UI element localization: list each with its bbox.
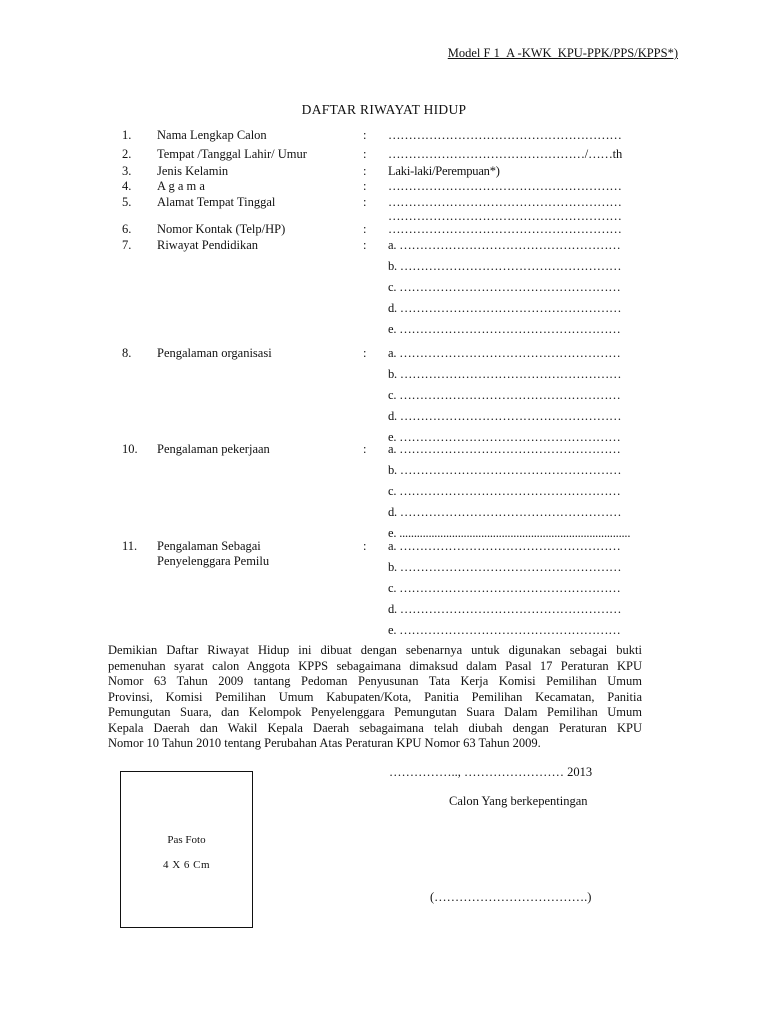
field-value-line: d. ……………………………………………… [388,602,622,616]
field-value-line: a. ……………………………………………… [388,238,621,252]
field-colon: : [363,539,367,553]
field-number: 1. [122,128,132,142]
field-value-line: b. ……………………………………………… [388,560,622,574]
field-value-line: ………………………………………………… [388,128,622,142]
field-value-line: a. ……………………………………………… [388,539,621,553]
field-value-line: c. ……………………………………………… [388,388,621,402]
field-value-line: e. ............................................................................... [388,526,631,540]
field-value-line: d. ……………………………………………… [388,301,622,315]
statement-line: Nomor 63 Tahun 2009 tantang Pedoman Penyusunan Tata Kerja Komisi Pemilihan Umum [108,674,642,688]
field-label: A g a m a [157,179,205,193]
statement-line: pemenuhan syarat calon Anggota KPPS sebagaimana dimaksud dalam Pasal 17 Peraturan KPU [108,658,642,673]
statement-line: Demikian Daftar Riwayat Hidup ini dibuat dengan sebenarnya untuk digunakan sebagai bukti [108,643,642,657]
field-number: 10. [122,442,138,456]
field-colon: : [363,222,367,236]
field-label: Tempat /Tanggal Lahir/ Umur [157,147,307,161]
field-colon: : [363,238,367,252]
field-number: 11. [122,539,138,553]
field-label: Nomor Kontak (Telp/HP) [157,222,286,236]
field-label: Nama Lengkap Calon [157,128,267,142]
signature-date: …………….., …………………… 2013 [389,765,593,779]
field-label: Pengalaman organisasi [157,346,272,360]
field-value-line: e. ……………………………………………… [388,623,621,637]
field-colon: : [363,442,367,456]
statement-line: Kepala Daerah dan Wakil Kepala Daerah sebagaimana telah diubah dengan Peraturan KPU [108,720,642,735]
field-colon: : [363,164,367,178]
photo-size: 4 X 6 Cm [162,859,211,871]
field-value-line: d. ……………………………………………… [388,409,622,423]
field-value-line: ………………………………………………… [388,209,622,223]
field-value-line: c. ……………………………………………… [388,581,621,595]
field-value-line: b. ……………………………………………… [388,367,622,381]
field-colon: : [363,147,367,161]
field-value-line: …………………………………………/……th [388,147,622,161]
field-colon: : [363,195,367,209]
field-number: 3. [122,164,132,178]
statement-paragraph [108,643,642,752]
field-label: Jenis Kelamin [157,164,229,178]
field-label: Pengalaman Sebagai [157,539,261,553]
statement-line: Provinsi, Komisi Pemilihan Umum Kabupaten/Kota, Panitia Pemilihan Kecamatan, Panitia [108,689,642,704]
document-title: DAFTAR RIWAYAT HIDUP [301,102,467,117]
field-label-continued: Penyelenggara Pemilu [157,554,270,568]
field-colon: : [363,128,367,142]
field-value-line: e. ……………………………………………… [388,430,621,444]
field-value-line: b. ……………………………………………… [388,259,622,273]
field-number: 4. [122,179,132,193]
field-label: Pengalaman pekerjaan [157,442,270,456]
signature-role: Calon Yang berkepentingan [449,794,588,808]
field-value-line: d. ……………………………………………… [388,505,622,519]
model-code: Model F 1_A -KWK_KPU-PPK/PPS/KPPS*) [447,46,678,60]
field-value-line: c. ……………………………………………… [388,280,621,294]
statement-line: Nomor 10 Tahun 2010 tentang Perubahan Atas Peraturan KPU Nomor 63 Tahun 2009. [108,736,541,750]
field-number: 2. [122,147,132,161]
field-number: 5. [122,195,132,209]
field-value-line: ………………………………………………… [388,222,622,236]
field-value-line: a. ……………………………………………… [388,442,621,456]
field-number: 6. [122,222,132,236]
field-label: Alamat Tempat Tinggal [157,195,276,209]
photo-label: Pas Foto [167,834,206,846]
field-number: 8. [122,346,132,360]
field-value-line: Laki-laki/Perempuan*) [388,164,500,178]
field-value-line: b. ……………………………………………… [388,463,622,477]
field-label: Riwayat Pendidikan [157,238,259,252]
field-value-line: a. ……………………………………………… [388,346,621,360]
field-value-line: ………………………………………………… [388,179,622,193]
field-value-line: c. ……………………………………………… [388,484,621,498]
field-value-line: ………………………………………………… [388,195,622,209]
field-colon: : [363,179,367,193]
field-value-line: e. ……………………………………………… [388,322,621,336]
field-number: 7. [122,238,132,252]
statement-line: Pemungutan Suara, dan Kelompok Penyelenggara Pemungutan Suara Dalam Pemilihan Umum [108,705,642,719]
photo-box [120,771,253,928]
signature-name-line: (……………………………….) [430,890,592,904]
field-colon: : [363,346,367,360]
